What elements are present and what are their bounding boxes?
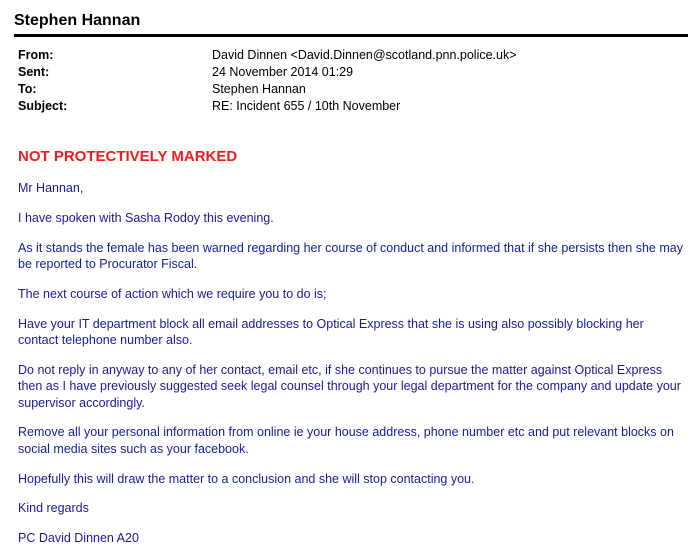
header-divider <box>14 34 688 37</box>
to-value: Stephen Hannan <box>212 82 306 96</box>
sent-label: Sent: <box>18 65 50 79</box>
sent-value: 24 November 2014 01:29 <box>212 65 354 79</box>
body-paragraph: I have spoken with Sasha Rodoy this evening. <box>18 210 274 225</box>
signature: PC David Dinnen A20 <box>18 531 139 546</box>
body-paragraph: The next course of action which we require you to do is; <box>18 286 327 301</box>
subject-value: RE: Incident 655 / 10th November <box>212 99 401 113</box>
closing: Kind regards <box>18 501 89 516</box>
subject-label: Subject: <box>18 99 68 113</box>
body-paragraph: Do not reply in anyway to any of her contact, email etc, if she continues to pursue the matter against Optical Express then as I have previously suggested seek legal counsel through your legal department for the company and update your supervisor accordingly. <box>18 362 681 410</box>
body-paragraph: Remove all your personal information from online ie your house address, phone number etc and put relevant blocks on social media sites such as your facebook. <box>18 425 674 456</box>
mailbox-owner-name: Stephen Hannan <box>14 12 141 29</box>
header-row-to <box>18 82 678 99</box>
header-row-subject <box>18 99 678 116</box>
email-body <box>18 180 684 560</box>
body-paragraph: Have your IT department block all email addresses to Optical Express that she is using also possibly blocking her contact telephone number also. <box>18 316 644 347</box>
protective-marking: NOT PROTECTIVELY MARKED <box>18 148 238 165</box>
email-header-block <box>18 48 678 116</box>
to-label: To: <box>18 82 37 96</box>
from-value: David Dinnen <David.Dinnen@scotland.pnn.police.uk> <box>212 48 517 62</box>
from-label: From: <box>18 48 54 62</box>
header-row-sent <box>18 65 678 82</box>
header-row-from <box>18 48 678 65</box>
body-paragraph: Hopefully this will draw the matter to a conclusion and she will stop contacting you. <box>18 471 475 486</box>
body-paragraph: As it stands the female has been warned regarding her course of conduct and informed that if she persists then she may be reported to Procurator Fiscal. <box>18 240 683 271</box>
greeting: Mr Hannan, <box>18 181 84 195</box>
